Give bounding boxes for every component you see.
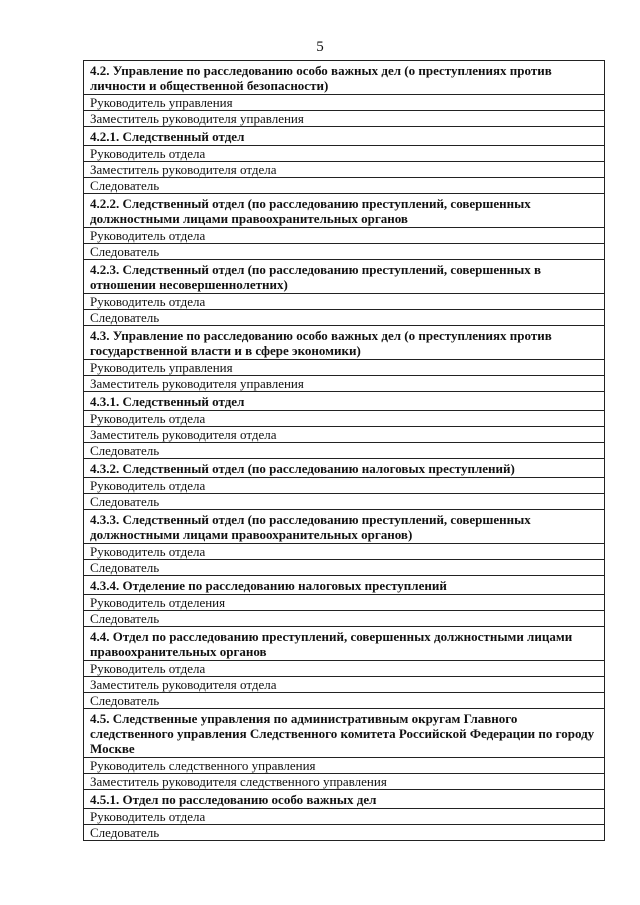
section-heading-text: 4.2.1. Следственный отдел xyxy=(84,127,605,146)
position-title: Следователь xyxy=(84,244,605,260)
section-heading-row xyxy=(84,510,605,544)
section-heading-text: 4.3. Управление по расследованию особо важных дел (о преступлениях против государственной власти и в сфере экономики) xyxy=(84,326,605,360)
position-title: Руководитель отдела xyxy=(84,809,605,825)
position-title: Руководитель отдела xyxy=(84,411,605,427)
section-heading-text: 4.5. Следственные управления по административным округам Главного следственного управления Следственного комитета Российской Федерации по городу Москве xyxy=(84,709,605,758)
position-row xyxy=(84,774,605,790)
position-title: Заместитель руководителя отдела xyxy=(84,677,605,693)
position-row xyxy=(84,427,605,443)
position-title: Следователь xyxy=(84,494,605,510)
position-row xyxy=(84,560,605,576)
section-heading-text: 4.4. Отдел по расследованию преступлений, совершенных должностными лицами правоохранительных органов xyxy=(84,627,605,661)
position-row xyxy=(84,693,605,709)
section-heading-text: 4.3.1. Следственный отдел xyxy=(84,392,605,411)
position-row xyxy=(84,595,605,611)
position-title: Заместитель руководителя следственного управления xyxy=(84,774,605,790)
position-row xyxy=(84,310,605,326)
position-title: Руководитель управления xyxy=(84,95,605,111)
position-title: Руководитель отделения xyxy=(84,595,605,611)
position-row xyxy=(84,758,605,774)
section-heading-row xyxy=(84,459,605,478)
section-heading-row xyxy=(84,392,605,411)
position-title: Заместитель руководителя отдела xyxy=(84,162,605,178)
position-row xyxy=(84,146,605,162)
section-heading-text: 4.3.4. Отделение по расследованию налоговых преступлений xyxy=(84,576,605,595)
section-heading-text: 4.2.3. Следственный отдел (по расследованию преступлений, совершенных в отношении несовершеннолетних) xyxy=(84,260,605,294)
position-title: Руководитель следственного управления xyxy=(84,758,605,774)
position-row xyxy=(84,544,605,560)
position-title: Следователь xyxy=(84,825,605,841)
section-heading-text: 4.3.3. Следственный отдел (по расследованию преступлений, совершенных должностными лицами правоохранительных органов) xyxy=(84,510,605,544)
section-heading-row xyxy=(84,326,605,360)
positions-table xyxy=(83,60,605,841)
section-heading-row xyxy=(84,790,605,809)
position-title: Заместитель руководителя отдела xyxy=(84,427,605,443)
position-title: Руководитель отдела xyxy=(84,294,605,310)
position-row xyxy=(84,411,605,427)
position-row xyxy=(84,825,605,841)
section-heading-text: 4.2. Управление по расследованию особо важных дел (о преступлениях против личности и общественной безопасности) xyxy=(84,61,605,95)
position-title: Следователь xyxy=(84,443,605,459)
section-heading-row xyxy=(84,260,605,294)
position-row xyxy=(84,294,605,310)
position-row xyxy=(84,228,605,244)
section-heading-row xyxy=(84,709,605,758)
position-title: Руководитель управления xyxy=(84,360,605,376)
page-number: 5 xyxy=(316,39,324,55)
position-title: Следователь xyxy=(84,693,605,709)
position-row xyxy=(84,95,605,111)
section-heading-text: 4.5.1. Отдел по расследованию особо важных дел xyxy=(84,790,605,809)
position-title: Следователь xyxy=(84,310,605,326)
section-heading-text: 4.3.2. Следственный отдел (по расследованию налоговых преступлений) xyxy=(84,459,605,478)
section-heading-row xyxy=(84,194,605,228)
position-title: Следователь xyxy=(84,611,605,627)
position-row xyxy=(84,478,605,494)
position-title: Заместитель руководителя управления xyxy=(84,111,605,127)
position-title: Руководитель отдела xyxy=(84,544,605,560)
position-title: Следователь xyxy=(84,560,605,576)
position-row xyxy=(84,677,605,693)
positions-table-body xyxy=(84,61,605,841)
position-row xyxy=(84,360,605,376)
position-row xyxy=(84,809,605,825)
position-title: Следователь xyxy=(84,178,605,194)
position-title: Заместитель руководителя управления xyxy=(84,376,605,392)
position-row xyxy=(84,111,605,127)
position-row xyxy=(84,661,605,677)
position-row xyxy=(84,244,605,260)
position-row xyxy=(84,494,605,510)
position-row xyxy=(84,443,605,459)
section-heading-row xyxy=(84,576,605,595)
position-title: Руководитель отдела xyxy=(84,478,605,494)
section-heading-row xyxy=(84,627,605,661)
position-row xyxy=(84,162,605,178)
position-title: Руководитель отдела xyxy=(84,228,605,244)
position-row xyxy=(84,376,605,392)
position-title: Руководитель отдела xyxy=(84,146,605,162)
position-title: Руководитель отдела xyxy=(84,661,605,677)
section-heading-row xyxy=(84,61,605,95)
position-row xyxy=(84,178,605,194)
section-heading-row xyxy=(84,127,605,146)
position-row xyxy=(84,611,605,627)
section-heading-text: 4.2.2. Следственный отдел (по расследованию преступлений, совершенных должностными лицами правоохранительных органов xyxy=(84,194,605,228)
